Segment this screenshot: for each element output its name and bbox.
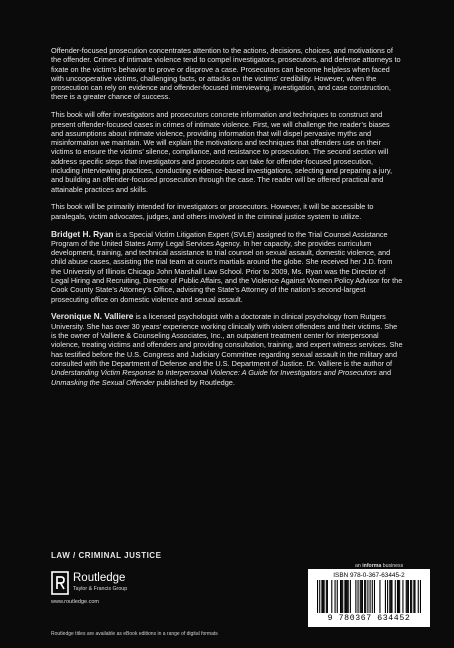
author-name-valliere: Veronique N. Valliere (51, 311, 134, 322)
barcode-bar (362, 580, 363, 613)
isbn-barcode (308, 569, 430, 627)
description-paragraph-1: Offender-focused prosecution concentrates attention to the actions, decisions, choices, and motivations of the offender. Crimes of intimate violence tend to compel investigators, prosecutors, and defense attorneys to fixate on the victim’s behavior to prove or disprove a case. Prosecutors can become helpless when faced with uncooperative victims, challenging facts, or attacks on the victims’ credibility. However, when the prosecution can rely on evidence and offender-focused interviewing, investigation, and case construction, there is a greater chance of success. (51, 46, 401, 102)
book-title-unmasking: Unmasking the Sexual Offender (51, 377, 155, 387)
brand-prefix: an (355, 563, 363, 569)
barcode-bar (367, 580, 368, 613)
barcode-bar (410, 580, 411, 613)
barcode-bar (322, 580, 323, 613)
barcode-bar (379, 580, 380, 613)
barcode-bar (319, 580, 320, 613)
barcode-bar (414, 580, 415, 613)
barcode-bar (402, 580, 403, 613)
back-cover-text (51, 46, 403, 395)
barcode-bar (372, 580, 373, 613)
barcode-bar (408, 580, 409, 613)
barcode-bar (365, 580, 366, 613)
barcode-bar (350, 580, 351, 613)
barcode-bar (389, 580, 390, 613)
barcode-bar (398, 580, 399, 613)
barcode-bar (348, 580, 349, 613)
barcode-bar (335, 580, 336, 613)
barcode-bar (399, 580, 400, 613)
barcode-bar (390, 580, 391, 613)
routledge-r-logo-icon (51, 571, 69, 595)
author-bio-valliere-text-b: and (376, 368, 392, 378)
description-paragraph-3: This book will be primarily intended for investigators or prosecutors. However, it will be accessible to paralegals, victim advocates, judges, and others involved in the criminal justice system to utilize. (51, 202, 374, 221)
barcode-bar (345, 580, 346, 613)
barcode-bar (418, 580, 419, 613)
barcode-bar (420, 580, 421, 613)
barcode-bar (358, 580, 359, 613)
author-bio-valliere-text-a: is a licensed psychologist with a doctorate in clinical psychology from Rutgers University. She has over 30 years’ experience working clinically with violent offenders and their victims. She is the owner of Valliere & Counseling Associates, Inc., an outpatient treatment center for interpersonal violence, treating victims and offenders and providing consultation, training, and expert witness services. She has testified before the U.S. Congress and Judiciary Committee regarding sexual assault in the military and consulted with the Department of Defense and the U.S. Department of Justice. Dr. Valliere is the author of (51, 312, 403, 368)
description-paragraph-2: This book will offer investigators and prosecutors concrete information and techniques to construct and present offender-focused cases in crimes of intimate violence. First, we will challenge the reader’s biases and assumptions about intimate violence, providing information that will dispel pervasive myths and misinformation we maintain. We will explain the motivations and techniques that offenders use on their victims to ensure the victims’ silence, compliance, and resistance to prosecution. The second section will address specific steps that investigators and prosecutors can take for offender-focused prosecution, including interviewing practices, conducting evidence-based investigations, selecting and preparing a jury, and building an offender-focused prosecution through the case. The reader will be offered practical and attainable practices and skills. (51, 110, 393, 194)
barcode-bar (391, 580, 392, 613)
barcode-bar (337, 580, 338, 613)
brand-suffix: business (381, 563, 404, 569)
publisher-group: Taylor & Francis Group (73, 586, 128, 592)
barcode-bar (341, 580, 342, 613)
barcode-bar (361, 580, 362, 613)
barcode-bar (327, 580, 328, 613)
barcode-bars (317, 580, 421, 613)
author-bio-ryan (51, 230, 403, 304)
author-bio-valliere (51, 312, 403, 386)
barcode-bar (340, 580, 341, 613)
barcode-bar (331, 580, 332, 613)
barcode-bar (344, 580, 345, 613)
barcode-bar (364, 580, 365, 613)
brand-name: informa (362, 563, 382, 569)
barcode-bar (397, 580, 398, 613)
barcode-bar (385, 580, 386, 613)
barcode-bar (347, 580, 348, 613)
barcode-bar (326, 580, 327, 613)
barcode-bar (360, 580, 361, 613)
barcode-bar (374, 580, 375, 613)
barcode-number: 9 780367 634452 (327, 614, 411, 623)
barcode-bar (407, 580, 408, 613)
publisher-logo (51, 571, 191, 601)
barcode-bar (406, 580, 407, 613)
subject-category: LAW / CRIMINAL JUSTICE (51, 551, 162, 560)
author-name-ryan: Bridget H. Ryan (51, 228, 114, 239)
book-title-understanding: Understanding Victim Response to Interpersonal Violence: A Guide for Investigators and Prosecutors (51, 368, 377, 378)
barcode-bar (342, 580, 343, 613)
author-bio-valliere-text-c: published by Routledge. (154, 377, 235, 387)
barcode-bar (395, 580, 396, 613)
barcode-bar (387, 580, 388, 613)
barcode-bar (370, 580, 371, 613)
isbn-label: ISBN 978-0-367-63445-2 (333, 572, 405, 579)
barcode-bar (321, 580, 322, 613)
publisher-website: www.routledge.com (51, 599, 99, 605)
ebook-footnote: Routledge titles are available as eBook editions in a range of digital formats (51, 631, 218, 637)
barcode-bar (324, 580, 325, 613)
barcode-bar (317, 580, 318, 613)
barcode-bar (355, 580, 356, 613)
author-bio-ryan-text: is a Special Victim Litigation Expert (SVLE) assigned to the Trial Counsel Assistance Program of the United States Army Legal Services Agency. In her capacity, she provides curriculum development, training, and technical assistance to trial counsel on sexual assault, domestic violence, and child abuse cases, assisting the trial team at court’s martials around the globe. She received her J.D. from the University of Illinois Chicago John Marshall Law School. Prior to 2009, Ms. Ryan was the Director of Legal Hiring and Recruiting, Director of Public Affairs, and the Violence Against Women Policy Advisor for the Cook County State’s Attorney’s Office, advising the State’s Attorney of the nation’s second-largest prosecuting office on domestic violence and sexual assault. (51, 229, 403, 304)
barcode-bar (413, 580, 414, 613)
barcode-bar (411, 580, 412, 613)
publisher-name: Routledge (73, 572, 126, 584)
